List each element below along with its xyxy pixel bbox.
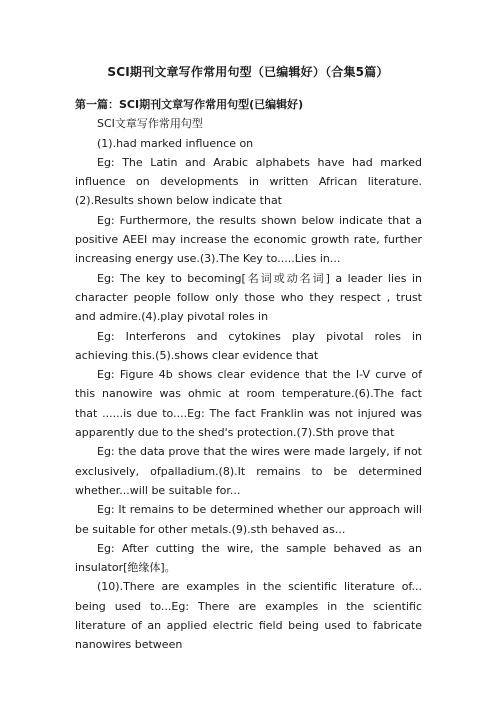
document-body [75,95,422,655]
paragraph: Eg: Figure 4b shows clear evidence that the I-V curve of this nanowire was ohmic at room temperature.(6).The fact that ......is due to....Eg: The fact Franklin was not injured was apparently due to the shed's protection.(7).Sth prove that [75,368,422,440]
document-title: SCI期刊文章写作常用句型（已编辑好）（合集5篇） [107,65,389,79]
paragraph: (10).There are examples in the scientific literature of... being used to...Eg: There are examples in the scientific literature of an applied electric field being used to fabricate nanowires between [75,580,422,652]
paragraph: Eg: Interferons and cytokines play pivotal roles in achieving this.(5).shows clear evidence that [75,329,422,362]
paragraph: Eg: After cutting the wire, the sample behaved as an insulator[绝缘体]。 [75,541,422,575]
paragraph: (1).had marked influence on [97,136,254,150]
paragraph: Eg: The Latin and Arabic alphabets have had marked influence on developments in written African literature.(2).Results shown below indicate that [75,155,422,208]
paragraph: Eg: Furthermore, the results shown below indicate that a positive AEEI may increase the economic growth rate, further increasing energy use.(3).The Key to.....Lies in... [75,213,422,266]
section-heading: 第一篇：SCI期刊文章写作常用句型(已编辑好) [75,98,304,111]
subtitle: SCI文章写作常用句型 [97,117,203,131]
paragraph: Eg: the data prove that the wires were made largely, if not exclusively, ofpalladium.(8).It remains to be determined whether...will be suitable for... [75,445,422,497]
paragraph: Eg: The key to becoming[名词或动名词] a leader lies in character people follow only those who they respect , trust and admire.(4).play pivotal roles in [75,271,422,324]
paragraph: Eg: It remains to be determined whether our approach will be suitable for other metals.(9).sth behaved as... [75,503,422,536]
